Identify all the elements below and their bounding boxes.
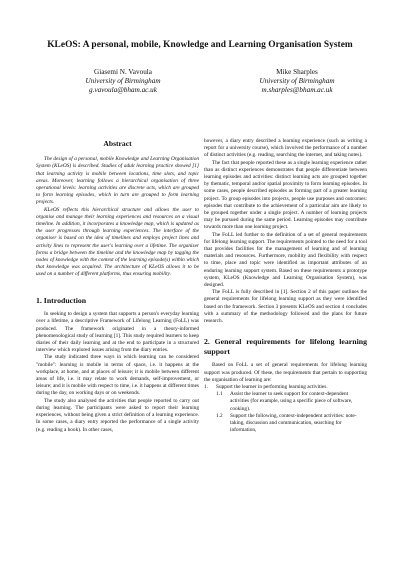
left-column	[36, 140, 199, 434]
body-paragraph: The study also analysed the activities that people reported to carry out during learning. The participants were asked to report their learning experiences, without being given a strict definition of a learning experience. In some cases, a diary entry reported the performance of a single activity (e.g. reading a book). In other cases,	[36, 397, 199, 433]
author-name: Mike Sharples	[276, 68, 318, 76]
paper-title: KLeOS: A personal, mobile, Knowledge and Learning Organisation System	[47, 40, 353, 50]
list-item-text: Support the following, context-independent activities: note-taking, discussion and communication, searching for information,	[230, 412, 357, 434]
author-email: m.sharples@bham.ac.uk	[261, 86, 333, 95]
abstract-heading: Abstract	[103, 139, 132, 148]
list-item	[216, 413, 367, 435]
author-block-1	[38, 68, 208, 96]
author-block-2	[212, 68, 382, 96]
abstract-paragraph: The design of a personal, mobile Knowledge and Learning Organisation System (KLeOS) is described. Studies of adult learning practice showed [1] that learning activity is mobile between locations, time slots, and topic areas. Moreover, learning follows a hierarchical organisation of three operational levels: learning activities are discrete acts, which are grouped to form learning episodes, which in turn are grouped to form learning projects.	[36, 156, 199, 206]
body-paragraph: Based on FoLL a set of general requirements for lifelong learning support was produced. Of these, the requirements that pertain to supporting the organisation of learning are:	[204, 362, 367, 383]
list-item-text: Support the learner in performing learning activities.	[216, 384, 328, 391]
body-paragraph: however, a diary entry described a learning experience (such as writing a report for a university course), which involved the performance of a number of distinct activities (e.g. reading, searching the internet, and taking notes).	[204, 138, 367, 159]
section-heading-introduction: 1. Introduction	[36, 295, 87, 305]
requirements-sublist	[216, 391, 367, 434]
list-item-number: 1.2	[216, 412, 223, 419]
body-paragraph: The FoLL led further to the definition of a set of general requirements for lifelong learning support. The requirements pointed to the need for a tool that provides facilities for the management of learning and of learning materials and resources. Furthermore, mobility and flexibility with respect to time, place and topic were identified as important attributes of an enduring learning support system. Based on these requirements a prototype system, KLeOS (Knowledge and Learning Organisation System), was designed.	[204, 231, 367, 289]
body-paragraph: The fact that people reported these as a single learning experience rather than as distinct experiences demonstrates that people differentiate between learning episodes and activities: distinct learning acts are grouped together by thematic, temporal and/or spatial proximity to form learning episodes. In some cases, people described episodes as forming part of a greater learning project. To group episodes into projects, people use purposes and outcomes: episodes that contribute to the achievement of a particular aim are likely to be grouped together under a single project. A number of learning projects may be pursued during the same period. Learning episodes may contribute towards more than one learning project.	[204, 159, 367, 231]
list-item-text: Assist the learner to seek support for context-dependent activities (for example, using a specific piece of software, cooking).	[230, 391, 353, 412]
abstract	[36, 156, 199, 278]
author-affiliation: University of Birmingham	[85, 77, 161, 86]
abstract-paragraph: KLeOS reflects this hierarchical structure and allows the user to organise and manage their learning experiences and resources on a visual timeline. In addition, it incorporates a knowledge map, which is updated as the user progresses through learning experiences. The interface of the organiser is based on the idea of timelines and employs project lines and activity lines to represent the user's learning over a lifetime. The organiser forms a bridge between the timeline and the knowledge map by tagging the nodes of knowledge with the context of the learning episode(s) within which that knowledge was acquired. The architecture of KLeOS allows it to be used on a number of different platforms, thus ensuring mobility.	[36, 206, 199, 278]
right-column	[204, 138, 367, 435]
list-item-number: 1.	[204, 384, 208, 391]
list-item-number: 1.1	[216, 391, 223, 398]
author-name: Giasemi N. Vavoula	[94, 68, 152, 76]
section-heading-requirements: 2. General requirements for lifelong learning support	[204, 337, 367, 356]
author-affiliation: University of Birmingham	[259, 77, 335, 86]
body-paragraph: In seeking to design a system that supports a person's everyday learning over a lifetime, a descriptive Framework of Lifelong Learning (FoLL) was produced. The framework originated in a theory-informed phenomenological study of learning [1]. This study required learners to keep diaries of their daily learning and at the end to participate in a structured interview which explored issues arising from the diary entries.	[36, 311, 199, 354]
author-email: g.vavoula@bham.ac.uk	[89, 86, 157, 95]
body-paragraph: The FoLL is fully described in [1]. Section 2 of this paper outlines the general requirements for lifelong learning support as they were identified based on the framework. Section 3 presents KLeOS and section 4 concludes with a summary of the methodology followed and the plans for future research.	[204, 289, 367, 325]
body-paragraph: The study indicated three ways in which learning can be considered "mobile": learning is mobile in terms of space, i.e. it happens at the workplace, at home, and at places of leisure; it is mobile between different areas of life, i.e. it may relate to work demands, self-improvement, or leisure; and it is mobile with respect to time, i.e. it happens at different times during the day, on working days or on weekends.	[36, 354, 199, 397]
list-item	[216, 391, 367, 413]
